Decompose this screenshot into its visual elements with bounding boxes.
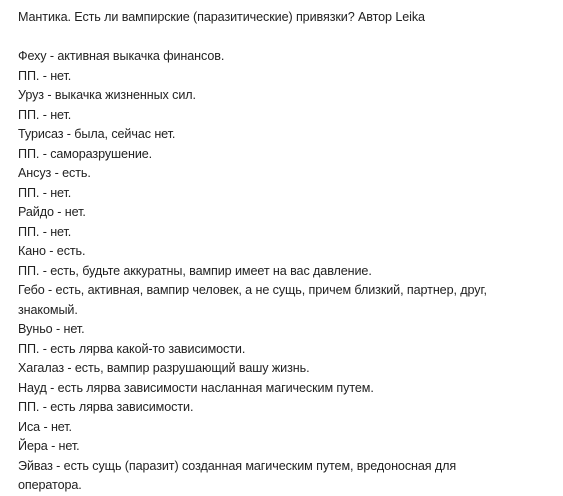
list-item: Иса - нет. bbox=[18, 419, 72, 434]
list-item: Эйваз - есть сущь (паразит) созданная магическим путем, вредоносная для оператора. bbox=[18, 458, 457, 492]
list-item: Науд - есть лярва зависимости насланная магическим путем. bbox=[18, 380, 374, 395]
list-item: Вуньо - нет. bbox=[18, 322, 85, 336]
list-item: ПП. - саморазрушение. bbox=[18, 146, 153, 161]
list-item: ПП. - нет. bbox=[18, 68, 72, 83]
list-item: Феху - активная выкачка финансов. bbox=[18, 49, 225, 63]
list-item: Уруз - выкачка жизненных сил. bbox=[18, 88, 196, 102]
list-item: ПП. - есть лярва какой-то зависимости. bbox=[18, 341, 246, 356]
list-item: ПП. - нет. bbox=[18, 107, 72, 122]
list-item: Кано - есть. bbox=[18, 244, 86, 258]
list-item: Йера - нет. bbox=[18, 439, 80, 453]
list-item: ПП. - есть лярва зависимости. bbox=[18, 400, 194, 414]
list-item: Райдо - нет. bbox=[18, 205, 86, 219]
document-title: Мантика. Есть ли вампирские (паразитические) привязки? Автор Leika bbox=[18, 10, 425, 24]
list-item: Хагалаз - есть, вампир разрушающий вашу жизнь. bbox=[18, 361, 310, 375]
rune-list bbox=[18, 47, 538, 496]
list-item: ПП. - нет. bbox=[18, 185, 72, 200]
list-item: ПП. - нет. bbox=[18, 224, 72, 239]
list-item: Ансуз - есть. bbox=[18, 166, 91, 180]
list-item: ПП. - есть, будьте аккуратны, вампир имеет на вас давление. bbox=[18, 263, 372, 278]
list-item: Турисаз - была, сейчас нет. bbox=[18, 127, 176, 141]
list-item: Гебо - есть, активная, вампир человек, а не сущь, причем близкий, партнер, друг, знакомый. bbox=[18, 283, 487, 317]
